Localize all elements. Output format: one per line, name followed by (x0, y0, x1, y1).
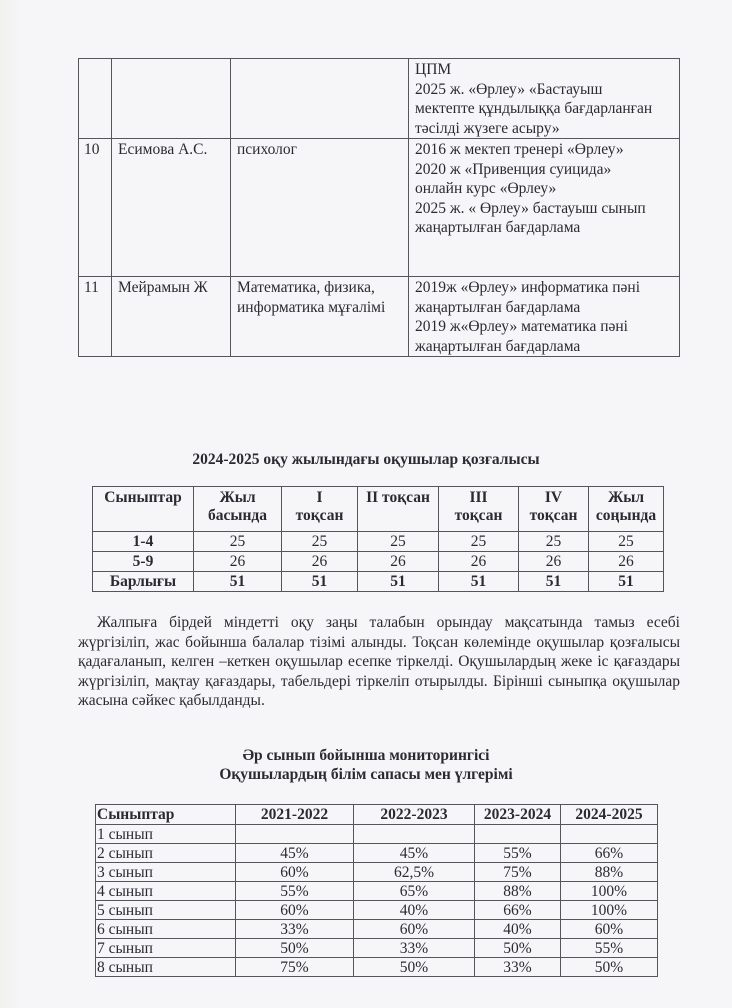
column-header: 2022-2023 (354, 805, 475, 825)
column-header: 2023-2024 (475, 805, 561, 825)
table-cell: 51 (519, 572, 589, 592)
course-line: 2020 ж «Привенция суицида» (415, 160, 612, 178)
row-label: 3 сынып (96, 863, 236, 882)
table-row (93, 552, 664, 572)
table-cell: 51 (358, 572, 439, 592)
table-row (79, 139, 680, 277)
student-movement-table (92, 486, 664, 592)
body-paragraph: Жалпыға бірдей міндетті оқу заңы талабын орындау мақсатында тамыз есебі жүргізіліп, жас бойынша балалар тізімі алынды. Тоқсан көлемінде оқушылар қозғалысы қадағаланып, келген –кеткен оқушылар есепке тіркелді. Оқушылардың жеке іс қағаздары жүргізіліп, мақтау қағаздары, табельдері тіркеліп отырылды. Бірінші сыныпқа оқушылар жасына сәйкес қабылданды. (78, 614, 680, 709)
row-label: 8 сынып (96, 958, 236, 977)
total-row (93, 572, 664, 592)
table-cell: 51 (589, 572, 664, 592)
course-line: 2016 ж мектеп тренері «Өрлеу» (415, 141, 624, 158)
table-cell: 100% (561, 882, 658, 901)
row-label: Барлығы (93, 572, 194, 592)
table-row (96, 901, 658, 920)
row-label: 4 сынып (96, 882, 236, 901)
table-cell: 88% (561, 863, 658, 882)
table-row (96, 920, 658, 939)
table-cell: 40% (354, 901, 475, 920)
monitoring-subtitle: Оқушылардың білім сапасы мен үлгерімі (219, 766, 513, 783)
row-label: 1-4 (93, 532, 194, 552)
table-cell: 25 (194, 532, 282, 552)
table-cell: 60% (561, 920, 658, 939)
course-line: жаңартылған бағдарлама (415, 298, 581, 316)
table-cell: 100% (561, 901, 658, 920)
table-cell (561, 825, 658, 844)
table-cell: 60% (354, 920, 475, 939)
table-cell (354, 825, 475, 844)
table-cell: 25 (439, 532, 519, 552)
position-line: психолог (237, 141, 298, 158)
table-cell: 50% (354, 958, 475, 977)
teacher-name: Мейрамын Ж (112, 277, 231, 357)
row-number (79, 59, 112, 139)
monitoring-title: Әр сынып бойынша мониторингісі (242, 747, 490, 764)
table-cell: 25 (589, 532, 664, 552)
table-cell: 45% (354, 844, 475, 863)
table-cell: 45% (236, 844, 354, 863)
table-cell: 88% (475, 882, 561, 901)
row-label: 7 сынып (96, 939, 236, 958)
table-cell: 51 (439, 572, 519, 592)
column-header: Жыл басында (194, 487, 282, 532)
table-cell: 60% (236, 863, 354, 882)
teacher-position (231, 59, 409, 139)
teacher-courses (409, 59, 680, 139)
column-header: I тоқсан (282, 487, 358, 532)
position-line: информатика мұғалімі (237, 298, 386, 316)
course-line: ЦПМ (415, 61, 452, 78)
table-cell: 51 (282, 572, 358, 592)
course-line: мектепте құндылыққа бағдарланған (415, 100, 653, 117)
column-header: Сыныптар (93, 487, 194, 532)
table-cell: 26 (358, 552, 439, 572)
table-cell: 55% (475, 844, 561, 863)
column-header: IV тоқсан (519, 487, 589, 532)
table-row (96, 939, 658, 958)
teacher-name: Есимова А.С. (112, 139, 231, 277)
table-cell: 55% (561, 939, 658, 958)
course-line: онлайн курс «Өрлеу» (415, 180, 557, 197)
table-cell: 25 (282, 532, 358, 552)
course-line: 2025 ж. « Өрлеу» бастауыш сынып (415, 199, 646, 217)
table-cell: 33% (475, 958, 561, 977)
course-line: 2019 ж«Өрлеу» математика пәні (415, 318, 628, 335)
position-line: Математика, физика, (237, 279, 375, 296)
table-row (96, 958, 658, 977)
table-row (79, 277, 680, 357)
table-cell: 60% (236, 901, 354, 920)
course-line: тәсілді жүзеге асыру» (415, 119, 560, 137)
table-cell: 50% (475, 939, 561, 958)
header-row (93, 487, 664, 532)
table-cell: 51 (194, 572, 282, 592)
table-row (96, 825, 658, 844)
table-cell: 33% (236, 920, 354, 939)
table-cell: 66% (561, 844, 658, 863)
teacher-position (231, 139, 409, 277)
movement-section-title: 2024-2025 оқу жылындағы оқушылар қозғалысы (192, 451, 540, 468)
table-cell: 65% (354, 882, 475, 901)
table-row (79, 59, 680, 139)
scan-page-edge (0, 0, 22, 1008)
header-row (96, 805, 658, 825)
table-cell: 26 (439, 552, 519, 572)
table-row (96, 882, 658, 901)
table-cell: 33% (354, 939, 475, 958)
row-label: 5-9 (93, 552, 194, 572)
teacher-courses (409, 277, 680, 357)
table-cell: 50% (561, 958, 658, 977)
table-cell: 26 (194, 552, 282, 572)
row-number: 10 (79, 139, 112, 277)
row-label: 5 сынып (96, 901, 236, 920)
column-header: Сыныптар (96, 805, 236, 825)
table-cell: 62,5% (354, 863, 475, 882)
table-cell: 50% (236, 939, 354, 958)
column-header: II тоқсан (358, 487, 439, 532)
row-label: 2 сынып (96, 844, 236, 863)
table-cell: 66% (475, 901, 561, 920)
row-label: 6 сынып (96, 920, 236, 939)
table-cell: 26 (282, 552, 358, 572)
knowledge-quality-table (95, 804, 658, 977)
table-cell (236, 825, 354, 844)
column-header: 2021-2022 (236, 805, 354, 825)
table-row (96, 863, 658, 882)
table-cell: 25 (358, 532, 439, 552)
table-cell: 26 (589, 552, 664, 572)
table-cell: 75% (236, 958, 354, 977)
course-line: жаңартылған бағдарлама (415, 337, 581, 355)
column-header: III тоқсан (439, 487, 519, 532)
course-line: 2025 ж. «Өрлеу» «Бастауыш (415, 80, 603, 98)
teacher-name (112, 59, 231, 139)
row-label: 1 сынып (96, 825, 236, 844)
column-header: Жыл соңында (589, 487, 664, 532)
table-cell: 55% (236, 882, 354, 901)
column-header: 2024-2025 (561, 805, 658, 825)
table-cell: 25 (519, 532, 589, 552)
table-cell: 75% (475, 863, 561, 882)
table-cell: 40% (475, 920, 561, 939)
table-row (93, 532, 664, 552)
course-line: 2019ж «Өрлеу» информатика пәні (415, 279, 641, 296)
teacher-courses (409, 139, 680, 277)
course-line: жаңартылған бағдарлама (415, 219, 581, 236)
staff-courses-table (78, 58, 680, 357)
table-cell (475, 825, 561, 844)
table-row (96, 844, 658, 863)
row-number: 11 (79, 277, 112, 357)
teacher-position (231, 277, 409, 357)
table-cell: 26 (519, 552, 589, 572)
